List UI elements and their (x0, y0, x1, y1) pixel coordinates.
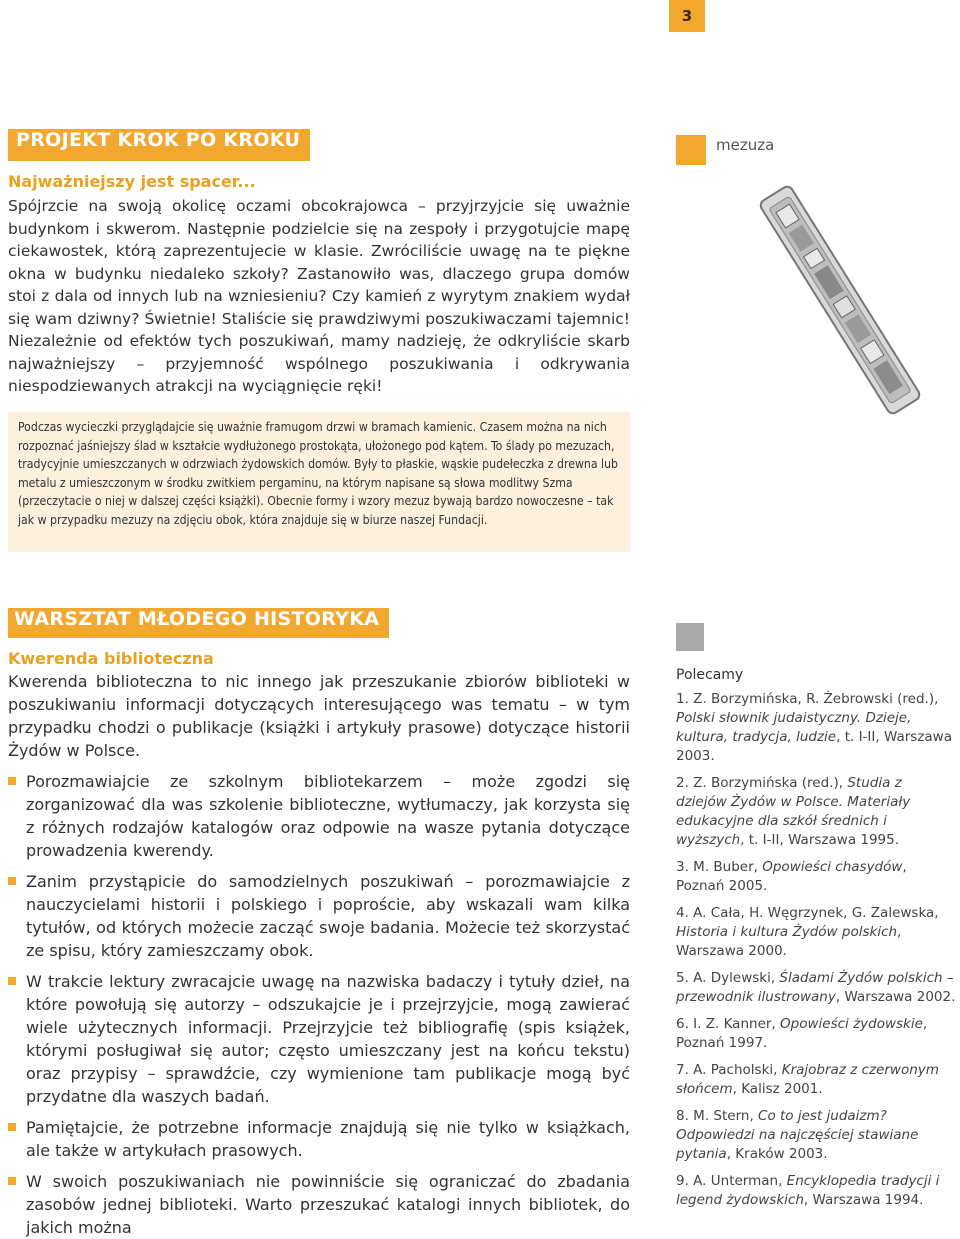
gray-square (676, 623, 704, 651)
section-title-project: PROJEKT KROK PO KROKU (8, 129, 310, 161)
list-item: Zanim przystąpicie do samodzielnych poszukiwań – porozmawiajcie z nauczycielami historii i polskiego i poproście, aby wskazali wam kilka tytułów, od których możecie zacząć swoje badania. Możecie też skorzystać ze spisu, który zamieszczamy obok. (8, 870, 630, 962)
list-item: Porozmawiajcie ze szkolnym bibliotekarzem – może zgodzi się zorganizować dla was szkolenie biblioteczne, wytłumaczy, jak korzysta się z różnych rodzajów katalogów oraz odpowie na wasze pytania dotyczące prowadzenia kwerendy. (8, 770, 630, 862)
list-item: 1. Z. Borzymińska, R. Żebrowski (red.), Polski słownik judaistyczny. Dzieje, kultura, tradycja, ludzie, t. I-II, Warszawa 2003. (676, 691, 952, 764)
list-item: 7. A. Pacholski, Krajobraz z czerwonym słońcem, Kalisz 2001. (676, 1062, 939, 1097)
list-item: 9. A. Unterman, Encyklopedia tradycji i legend żydowskich, Warszawa 1994. (676, 1173, 940, 1208)
list-item: Pamiętajcie, że potrzebne informacje znajdują się nie tylko w książkach, ale także w artykułach prasowych. (8, 1116, 630, 1162)
bullet-square-icon (8, 1123, 16, 1131)
mezuza-image (740, 180, 940, 420)
project-paragraph: Spójrzcie na swoją okolicę oczami obcokrajowca – przyjrzyjcie się uważnie budynkom i skwerom. Następnie podzielcie się na zespoły i przygotujcie mapę ciekawostek, którą zaprezentujecie w klasie. Zwróciliście uwagę na te piękne okna w budynku niedaleko szkoły? Zastanowiło was, dlaczego grupa domów stoi z dala od innych lub na wzniesieniu? Czy kamień z wyrytym znakiem wydał się wam dziwny? Świetnie! Staliście się prawdziwymi poszukiwaczami tajemnic! Niezależnie od efektów tych poszukiwań, mamy nadzieję, że odkryliście skarb najważniejszy – przyjemność wspólnego poszukiwania i odkrywania niespodziewanych atrakcji na wyciągnięcie ręki! (8, 197, 630, 395)
section-title-workshop: WARSZTAT MŁODEGO HISTORYKA (8, 608, 389, 638)
list-item: W swoich poszukiwaniach nie powinniście się ograniczać do zbadania zasobów jednej biblioteki. Warto przeszukać katalogi innych bibliotek, do jakich można (8, 1170, 630, 1239)
list-item: 8. M. Stern, Co to jest judaizm? Odpowiedzi na najczęściej stawiane pytania, Kraków 2003. (676, 1108, 919, 1162)
bullet-square-icon (8, 777, 16, 785)
recommended-list (676, 690, 956, 1218)
section-subtitle-walk: Najważniejszy jest spacer... (8, 172, 256, 191)
workshop-content (8, 670, 630, 1239)
bullet-square-icon (8, 977, 16, 985)
bullet-square-icon (8, 1177, 16, 1185)
info-box-text: Podczas wycieczki przyglądajcie się uważnie framugom drzwi w bramach kamienic. Czasem można na nich rozpoznać jaśniejszy ślad w kształcie wydłużonego prostokąta, ułożonego pod kątem. To ślady po mezuzach, tradycyjnie umieszczanych w odrzwiach żydowskich domów. Były to płaskie, wąskie pudełeczka z drewna lub metalu z umieszczonym w środku zwitkiem pergaminu, na którym napisane są słowa modlitwy Szma (przeczytacie o niej w dalszej części książki). Obecnie formy i wzory mezuz bywają bardzo nowoczesne – tak jak w przypadku mezuzy na zdjęciu obok, która znajduje się w biurze naszej Fundacji. (18, 420, 619, 527)
list-item: 3. M. Buber, Opowieści chasydów, Poznań 2005. (676, 859, 907, 894)
page-number: 3 (669, 0, 705, 32)
list-item: W trakcie lektury zwracajcie uwagę na nazwiska badaczy i tytuły dzieł, na które powołują się autorzy – odszukajcie je i przejrzyjcie, mogą zawierać wiele użytecznych informacji. Przejrzyjcie też bibliografię (spis książek, którymi posługiwał się autor; często umieszczany jest na końcu tekstu) oraz przypisy – sprawdźcie, czy wymienione tam publikacje mogą być przydatne dla waszych badań. (8, 970, 630, 1108)
section-subtitle-kwerenda: Kwerenda biblioteczna (8, 649, 214, 668)
list-item: 5. A. Dylewski, Śladami Żydów polskich – przewodnik ilustrowany, Warszawa 2002. (676, 970, 956, 1005)
image-caption: mezuza (716, 136, 775, 154)
info-box-mezuza (8, 412, 630, 552)
workshop-intro: Kwerenda biblioteczna to nic innego jak przeszukanie zbiorów biblioteki w poszukiwaniu informacji dotyczących interesującego was tematu – w tym przypadku chodzi o publikacje (książki i artykuły prasowe) dotyczące historii Żydów w Polsce. (8, 672, 630, 760)
list-item: 2. Z. Borzymińska (red.), Studia z dziejów Żydów w Polsce. Materiały edukacyjne dla szkół średnich i wyższych, t. I-II, Warszawa 1995. (676, 775, 911, 848)
bullet-square-icon (8, 877, 16, 885)
sidebar-title: Polecamy (676, 667, 744, 683)
list-item: 4. A. Cała, H. Węgrzynek, G. Zalewska, Historia i kultura Żydów polskich, Warszawa 2000. (676, 905, 939, 959)
accent-square (676, 135, 706, 165)
list-item: 6. I. Z. Kanner, Opowieści żydowskie, Poznań 1997. (676, 1016, 928, 1051)
